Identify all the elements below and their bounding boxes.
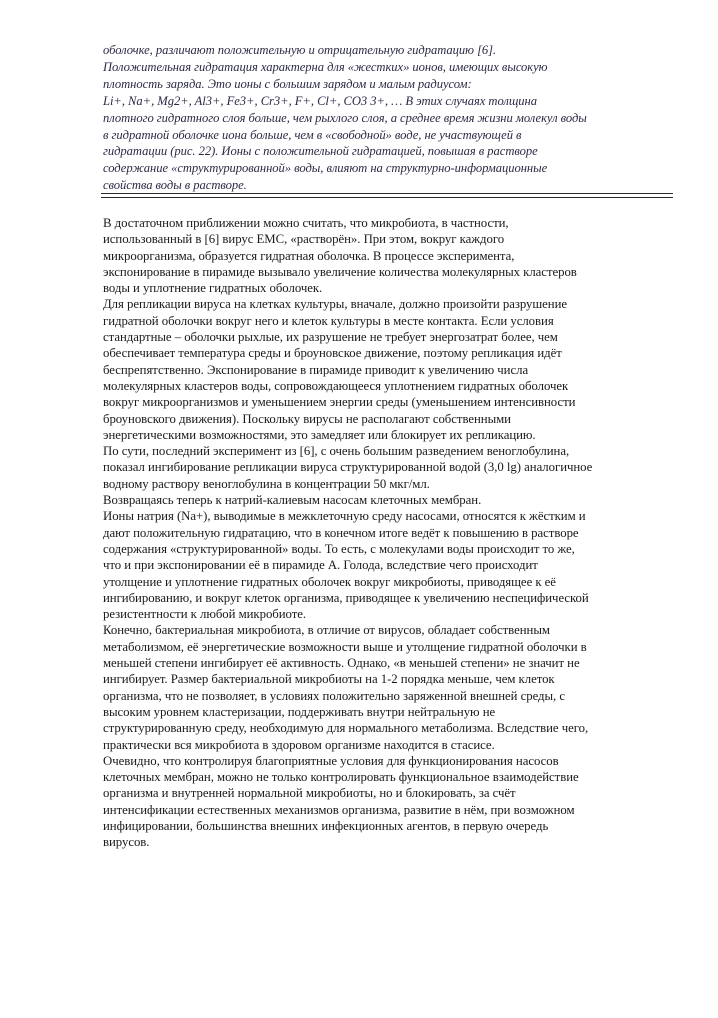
- body-line: По сути, последний эксперимент из [6], с очень большим разведением веноглобулина,: [103, 444, 570, 459]
- body-line: использованный в [6] вирус ЕМС, «растворён». При этом, вокруг каждого: [103, 232, 505, 247]
- body-line: гидратной оболочки вокруг него и клеток культуры в месте контакта. Если условия: [103, 313, 554, 328]
- body-line: броуновского движения). Поскольку вирусы не располагают собственными: [103, 411, 511, 426]
- quote-line: Положительная гидратация характерна для «жестких» ионов, имеющих высокую: [103, 59, 548, 74]
- quote-line: Li+, Na+, Mg2+, Al3+, Fe3+, Cr3+, F+, Cl+, CO3 3+, … В этих случаях толщина: [103, 93, 537, 108]
- body-line: беспрепятственно. Экспонирование в пирамиде приводит к увеличению числа: [103, 362, 529, 377]
- double-rule-bottom: [101, 197, 673, 198]
- body-line: ингибирует. Размер бактериальной микробиоты на 1-2 порядка меньше, чем клеток: [103, 672, 555, 687]
- body-line: клеточных мембран, можно не только контролировать функциональное взаимодействие: [103, 770, 579, 785]
- body-line: дают положительную гидратацию, что в конечном итоге ведёт к повышению в растворе: [103, 525, 579, 540]
- quote-line: гидратации (рис. 22). Ионы с положительной гидратацией, повышая в растворе: [103, 144, 538, 159]
- body-line: вирусов.: [103, 835, 150, 850]
- body-line: В достаточном приближении можно считать, что микробиота, в частности,: [103, 216, 509, 230]
- body-line: Очевидно, что контролируя благоприятные условия для функционирования насосов: [103, 753, 559, 768]
- quote-line: свойства воды в растворе.: [103, 178, 247, 193]
- body-line: практически вся микробиота в здоровом организме находится в стасисе.: [103, 737, 495, 752]
- body-line: что и при экспонировании её в пирамиде А. Голода, вследствие чего происходит: [103, 558, 538, 573]
- body-line: микроорганизма, образуется гидратная оболочка. В процессе эксперимента,: [103, 248, 515, 263]
- body-line: энергетическими возможностями, это замедляет или блокирует их репликацию.: [103, 427, 536, 442]
- body-line: утолщение и уплотнение гидратных оболочек вокруг микробиоты, приводящее к её: [103, 574, 556, 589]
- body-line: инфицировании, большинства внешних инфекционных агентов, в первую очередь: [103, 818, 549, 833]
- body-text: [103, 215, 673, 851]
- double-rule-top: [101, 193, 673, 194]
- body-line: интенсификации естественных механизмов организма, развитие в нём, при возможном: [103, 802, 575, 817]
- body-line: метаболизмом, её энергетические возможности выше и утолщение гидратной оболочки в: [103, 639, 587, 654]
- body-line: Ионы натрия (Na+), выводимые в межклеточную среду насосами, относятся к жёстким и: [103, 509, 586, 524]
- body-line: водному раствору веноглобулина в концентрации 50 мкг/мл.: [103, 476, 430, 491]
- quote-line: плотного гидратного слоя больше, чем рыхлого слоя, а среднее время жизни молекул воды: [103, 110, 587, 125]
- body-line: экспонирование в пирамиде вызывало увеличение количества молекулярных кластеров: [103, 264, 577, 279]
- body-line: организма и внутренней нормальной микробиоты, но и блокировать, за счёт: [103, 786, 516, 801]
- body-line: Для репликации вируса на клетках культуры, вначале, должно произойти разрушение: [103, 297, 568, 312]
- body-line: Возвращаясь теперь к натрий-калиевым насосам клеточных мембран.: [103, 493, 482, 508]
- body-line: содержания «структурированной» воды. То есть, с молекулами воды происходит то же,: [103, 541, 575, 556]
- body-line: стандартные – оболочки рыхлые, их разрушение не требует энергозатрат более, чем: [103, 330, 558, 345]
- body-line: молекулярных кластеров воды, сопровождающееся уплотнением гидратных оболочек: [103, 378, 569, 393]
- body-line: воды и уплотнение гидратных оболочек.: [103, 281, 323, 296]
- body-line: вокруг микроорганизмов и уменьшением энергии среды (уменьшением интенсивности: [103, 395, 576, 410]
- quote-line: плотность заряда. Это ионы с большим зарядом и малым радиусом:: [103, 76, 472, 91]
- italic-quote-block: [103, 42, 663, 194]
- quote-line: содержание «структурированной» воды, влияют на структурно-информационные: [103, 161, 548, 176]
- body-line: высоким уровнем кластеризации, поддерживать внутри нейтральную не: [103, 704, 496, 719]
- body-line: ингибированию, и вокруг клеток организма, приводящее к увеличению неспецифической: [103, 590, 589, 605]
- body-line: резистентности к любой микробиоте.: [103, 607, 307, 622]
- body-line: обеспечивает температура среды и броуновское движение, поэтому репликация идёт: [103, 346, 562, 361]
- body-line: показал ингибирование репликации вируса структурированной водой (3,0 lg) аналогичное: [103, 460, 593, 475]
- quote-line: в гидратной оболочке иона больше, чем в «свободной» воде, не участвующей в: [103, 127, 522, 142]
- body-line: организма, что не позволяет, в условиях положительно заряженной внешней среды, с: [103, 688, 565, 703]
- body-line: меньшей степени ингибирует её активность. Однако, «в меньшей степени» не значит не: [103, 656, 580, 671]
- body-line: структурированную среду, необходимую для нормального метаболизма. Вследствие чего,: [103, 721, 589, 736]
- quote-line: оболочке, различают положительную и отрицательную гидратацию [6].: [103, 43, 497, 57]
- body-line: Конечно, бактериальная микробиота, в отличие от вирусов, обладает собственным: [103, 623, 550, 638]
